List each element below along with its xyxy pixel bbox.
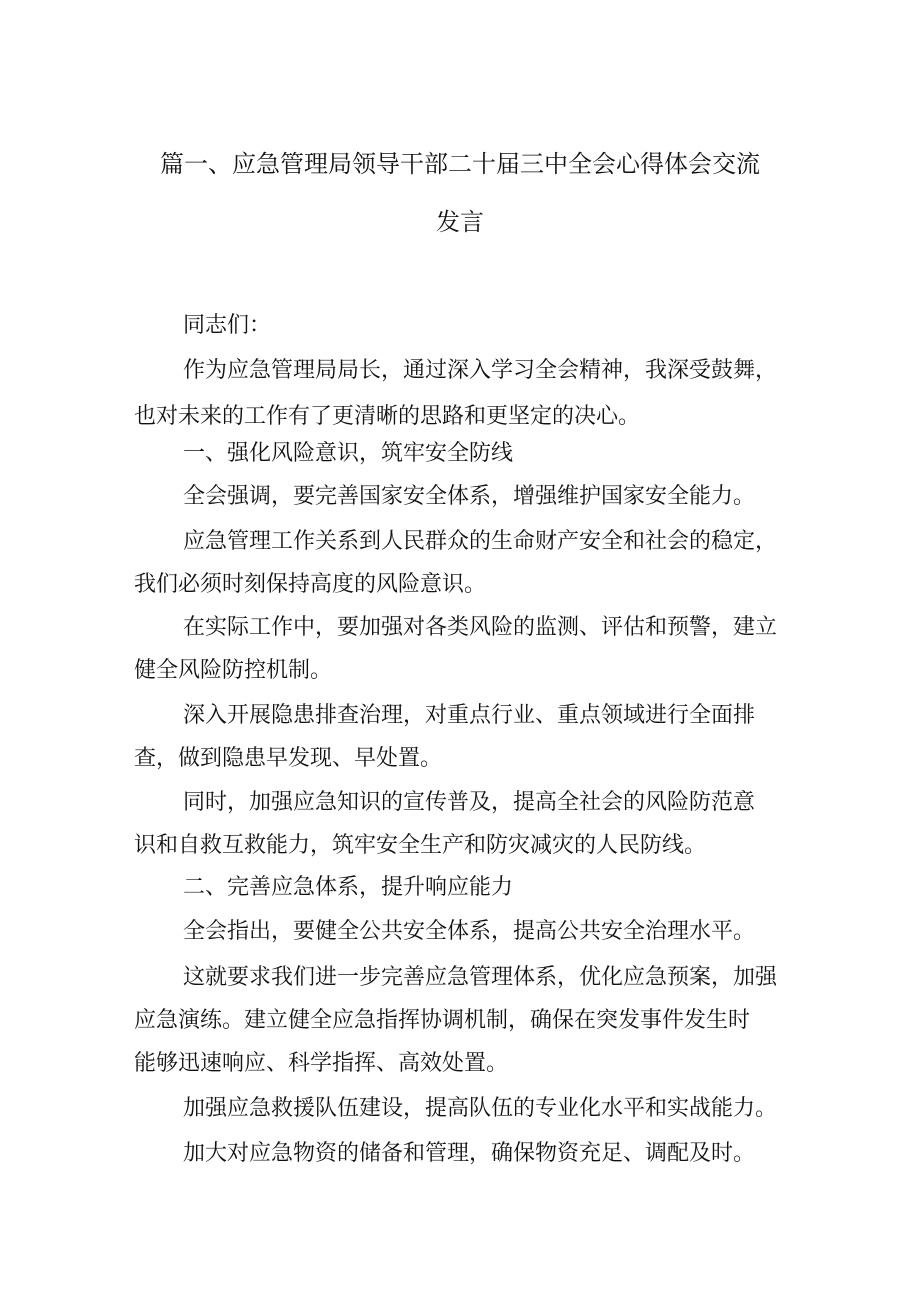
paragraph-line: 健全风险防控机制。 xyxy=(134,658,333,683)
paragraph-line: 作为应急管理局局长，通过深入学习全会精神，我深受鼓舞， xyxy=(183,358,778,383)
paragraph-line: 应急管理工作关系到人民群众的生命财产安全和社会的稳定， xyxy=(183,529,778,554)
paragraph-line: 我们必须时刻保持高度的风险意识。 xyxy=(134,572,487,597)
paragraph-line: 全会强调，要完善国家安全体系，增强维护国家安全能力。 xyxy=(183,484,756,509)
document-title-line-1: 篇一、应急管理局领导干部二十届三中全会心得体会交流 xyxy=(160,150,760,178)
paragraph-line: 应急演练。建立健全应急指挥协调机制，确保在突发事件发生时 xyxy=(134,1008,751,1033)
paragraph-line: 深入开展隐患排查治理，对重点行业、重点领域进行全面排 xyxy=(183,703,756,728)
salutation: 同志们： xyxy=(183,313,272,338)
document-title-line-2: 发言 xyxy=(436,208,484,236)
paragraph-line: 也对未来的工作有了更清晰的思路和更坚定的决心。 xyxy=(134,404,641,429)
paragraph-line: 识和自救互救能力，筑牢安全生产和防灾减灾的人民防线。 xyxy=(134,833,707,858)
paragraph-line: 查，做到隐患早发现、早处置。 xyxy=(134,746,443,771)
paragraph-line: 能够迅速响应、科学指挥、高效处置。 xyxy=(134,1051,509,1076)
paragraph-line: 这就要求我们进一步完善应急管理体系，优化应急预案，加强 xyxy=(183,965,778,990)
section-heading-2: 二、完善应急体系，提升响应能力 xyxy=(183,875,514,900)
paragraph-line: 在实际工作中，要加强对各类风险的监测、评估和预警，建立 xyxy=(183,615,778,640)
paragraph-line: 全会指出，要健全公共安全体系，提高公共安全治理水平。 xyxy=(183,919,756,944)
paragraph-line: 加大对应急物资的储备和管理，确保物资充足、调配及时。 xyxy=(183,1141,756,1166)
paragraph-line: 加强应急救援队伍建设，提高队伍的专业化水平和实战能力。 xyxy=(183,1096,778,1121)
section-heading-1: 一、强化风险意识，筑牢安全防线 xyxy=(183,441,514,466)
paragraph-line: 同时，加强应急知识的宣传普及，提高全社会的风险防范意 xyxy=(183,790,756,815)
